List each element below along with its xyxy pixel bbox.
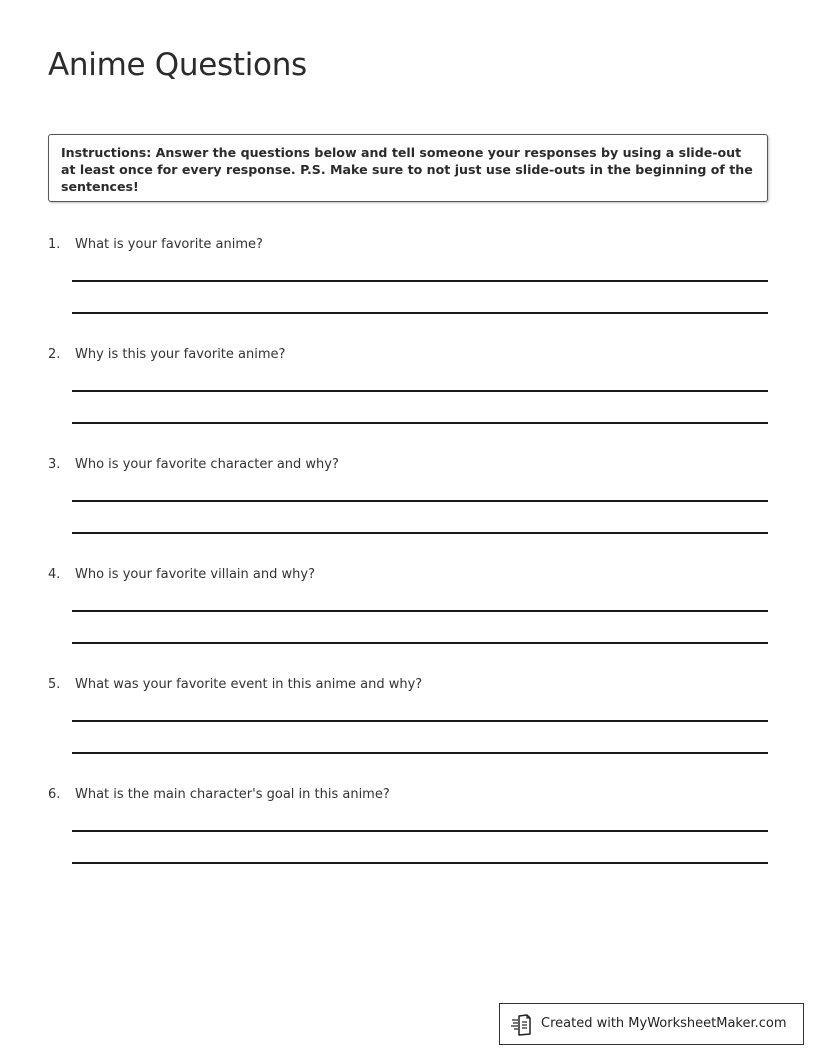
question-number: 4. (48, 567, 61, 582)
answer-line[interactable] (72, 532, 768, 534)
question-number: 3. (48, 457, 61, 472)
answer-line[interactable] (72, 422, 768, 424)
question-text: What was your favorite event in this anime and why? (75, 677, 423, 692)
answer-line[interactable] (72, 500, 768, 502)
question-text: What is your favorite anime? (75, 237, 263, 252)
instructions-box: Instructions: Answer the questions below and tell someone your responses by using a slide-out at least once for every response. P.S. Make sure to not just use slide-outs in the beginning of the sentences! (48, 134, 768, 202)
answer-line[interactable] (72, 752, 768, 754)
question-item (48, 457, 768, 547)
question-number: 5. (48, 677, 61, 692)
question-item (48, 677, 768, 767)
answer-line[interactable] (72, 830, 768, 832)
answer-line[interactable] (72, 312, 768, 314)
footer-badge[interactable] (499, 1003, 804, 1045)
question-number: 1. (48, 237, 61, 252)
question-item (48, 787, 768, 877)
page-title: Anime Questions (48, 47, 307, 83)
answer-line[interactable] (72, 610, 768, 612)
question-number: 2. (48, 347, 61, 362)
question-item (48, 237, 768, 327)
answer-line[interactable] (72, 862, 768, 864)
question-number: 6. (48, 787, 61, 802)
question-text: Who is your favorite villain and why? (75, 567, 315, 582)
answer-line[interactable] (72, 642, 768, 644)
answer-line[interactable] (72, 720, 768, 722)
footer-text: Created with MyWorksheetMaker.com (541, 1016, 787, 1031)
question-item (48, 567, 768, 657)
answer-line[interactable] (72, 280, 768, 282)
question-text: Why is this your favorite anime? (75, 347, 286, 362)
question-text: What is the main character's goal in this anime? (75, 787, 390, 802)
worksheet-maker-logo-icon (511, 1014, 533, 1036)
question-text: Who is your favorite character and why? (75, 457, 339, 472)
question-item (48, 347, 768, 437)
answer-line[interactable] (72, 390, 768, 392)
